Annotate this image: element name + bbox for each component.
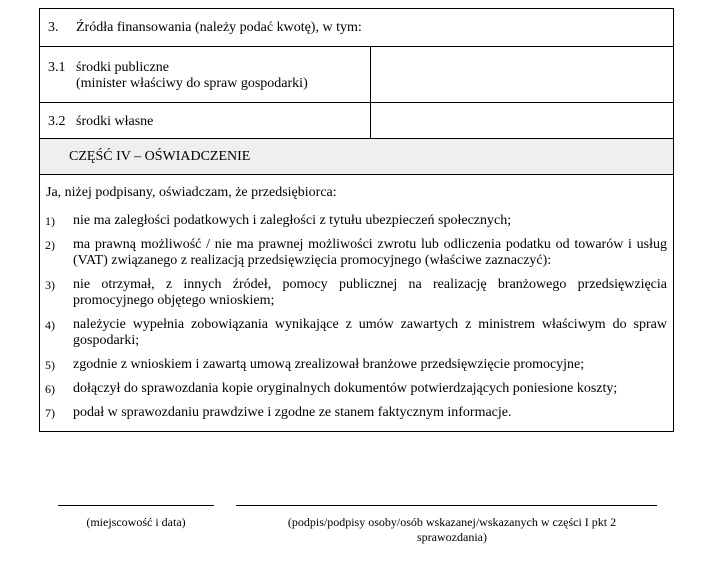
declaration-item-text: zgodnie z wnioskiem i zawartą umową zrealizował branżowe przedsięwzięcie promocyjne; (73, 357, 585, 372)
financing-header-number: 3. (48, 20, 59, 35)
public-funds-sublabel: (minister właściwy do spraw gospodarki) (76, 76, 308, 91)
declaration-item-text: podał w sprawozdaniu prawdziwe i zgodne ze stanem faktycznym informacje. (73, 405, 512, 420)
signature-line (236, 505, 657, 506)
signature-label: (podpis/podpisy osoby/osób wskazanej/wskazanych w części I pkt 2 sprawozdania) (287, 515, 617, 544)
declaration-item-text: ma prawną możliwość / nie ma prawnej możliwości zwrotu lub odliczenia podatku od towarów i usług (VAT) związanego z realizacją przedsięwzięcia promocyjnego (właściwe zaznaczyć): (73, 237, 667, 268)
declaration-item-5 (40, 357, 669, 373)
declaration-item-text: należycie wypełnia zobowiązania wynikające z umów zawartych z ministrem właściwym do spraw gospodarki; (73, 317, 667, 348)
declaration-item-2 (40, 237, 669, 269)
declaration-item-number: 1) (45, 214, 55, 228)
public-funds-label-cell (40, 47, 371, 103)
financing-header-row (40, 9, 674, 47)
public-funds-row (40, 47, 674, 103)
public-funds-value-cell[interactable] (371, 47, 674, 103)
declaration-item-4 (40, 317, 669, 349)
declaration-item-number: 5) (45, 358, 55, 372)
own-funds-label: środki własne (76, 114, 154, 129)
declaration-item-text: nie otrzymał, z innych źródeł, pomocy publicznej na realizację branżowego przedsięwzięcia promocyjnego objętego wnioskiem; (73, 277, 667, 308)
place-date-line (58, 505, 214, 506)
financing-header-text: Źródła finansowania (należy podać kwotę), w tym: (76, 20, 362, 35)
public-funds-value (371, 47, 673, 60)
section-header-row (40, 139, 674, 175)
section-header-cell (40, 139, 674, 175)
declaration-cell (40, 175, 674, 432)
declaration-row (40, 175, 674, 432)
public-funds-number: 3.1 (48, 60, 66, 75)
declaration-item-number: 3) (45, 278, 55, 292)
declaration-item-text: dołączył do sprawozdania kopie oryginalnych dokumentów potwierdzających poniesione koszty; (73, 381, 618, 396)
declaration-item-1 (40, 213, 669, 229)
declaration-item-text: nie ma zaległości podatkowych i zaległości z tytułu ubezpieczeń społecznych; (73, 213, 512, 228)
declaration-item-number: 2) (45, 238, 55, 252)
public-funds-label: środki publiczne (76, 60, 169, 75)
declaration-list (40, 213, 673, 421)
own-funds-row (40, 103, 674, 139)
place-date-label: (miejscowość i data) (86, 515, 186, 529)
own-funds-value-cell[interactable] (371, 103, 674, 139)
declaration-item-3 (40, 277, 669, 309)
declaration-item-number: 7) (45, 406, 55, 420)
financing-table (39, 8, 674, 432)
section-title: CZĘŚĆ IV – OŚWIADCZENIE (69, 149, 251, 164)
own-funds-label-cell (40, 103, 371, 139)
declaration-item-number: 4) (45, 318, 55, 332)
own-funds-value (371, 103, 673, 114)
declaration-item-number: 6) (45, 382, 55, 396)
financing-header-cell (40, 9, 674, 47)
declaration-intro: Ja, niżej podpisany, oświadczam, że przedsiębiorca: (46, 185, 337, 200)
declaration-item-7 (40, 405, 669, 421)
own-funds-number: 3.2 (48, 114, 66, 129)
declaration-item-6 (40, 381, 669, 397)
